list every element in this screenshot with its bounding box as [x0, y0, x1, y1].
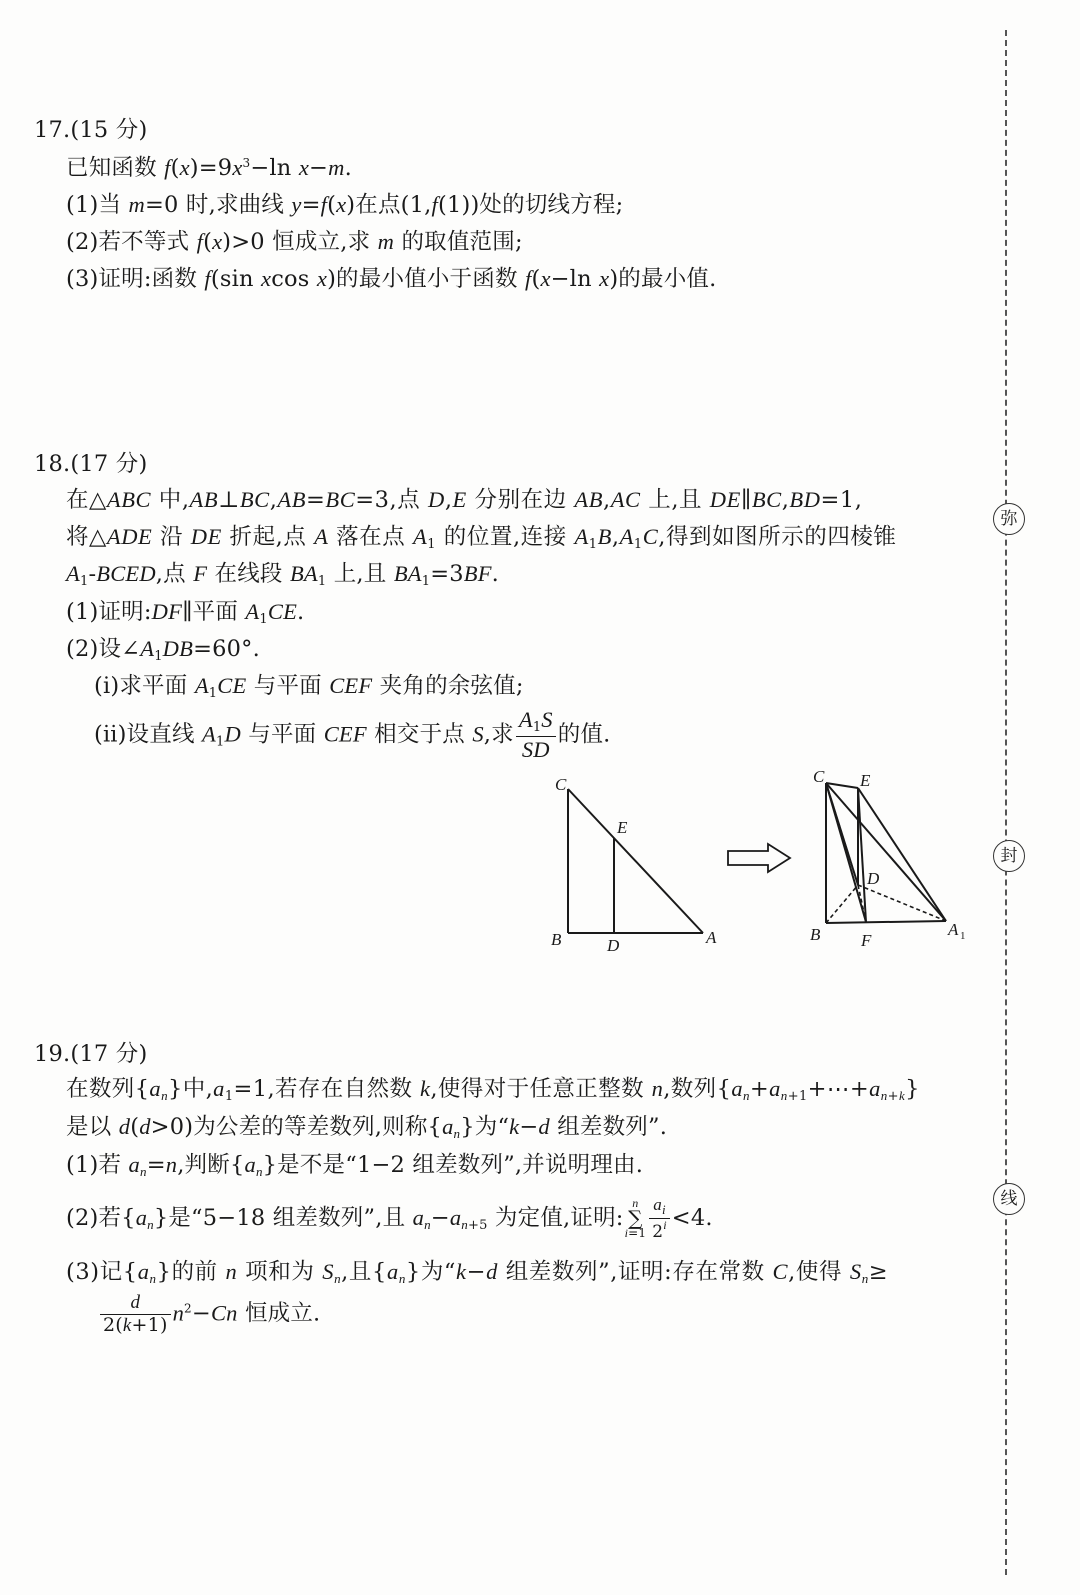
q18-part-1: (1)证明:DF∥平面 $A_1CE$.: [66, 599, 305, 627]
q19-part-1: (1)若 $a_n=n$,判断$\{a_n\}$是不是“1−2 组差数列”,并说明理由.: [66, 1152, 644, 1179]
q17-stem: 已知函数 $f(x)=9x^3-\ln$ x−m.: [66, 155, 352, 181]
q18-part-2-ii: (ⅱ)设直线 $A_1D$ 与平面 CEF 相交于点 S,求 $\frac{A_1S}{SD}$ 的值.: [94, 707, 611, 762]
q18-stem-line-3: $A_1$-BCED,点 F 在线段 $BA_1$ 上,且 $BA_1=3BF$.: [66, 561, 500, 589]
q18-stem-line-2: 将△ADE 沿 DE 折起,点 A 落在点 $A_1$ 的位置,连接 $A_1B,A_1C$,得到如图所示的四棱锥: [66, 524, 897, 552]
figure-pyramid-a1-bced: [826, 783, 946, 923]
q17-part-1: (1)当 m=0 时,求曲线 y=f(x)在点(1,f(1))处的切线方程;: [66, 192, 624, 218]
fraction-a1s-over-sd: $\frac{A_1S}{SD}$: [516, 707, 556, 764]
svg-text:F: F: [861, 931, 872, 950]
svg-text:E: E: [617, 818, 628, 837]
fraction-d-over-2k1: $\frac{d}{2(k+1)}$: [100, 1292, 171, 1337]
svg-text:C: C: [813, 767, 825, 786]
binding-seal-mi: 弥: [993, 503, 1025, 535]
fraction-ai-over-2i: $\frac{a_i}{2^i}$: [649, 1195, 670, 1242]
binding-seal-feng: 封: [993, 840, 1025, 872]
q17-part-2: (2)若不等式 f(x)>0 恒成立,求 m 的取值范围;: [66, 229, 523, 255]
svg-text:D: D: [607, 936, 620, 955]
q17-header: 17.(15 分): [34, 117, 148, 143]
q19-stem-line-2: 是以 d(d>0)为公差的等差数列,则称$\{a_n\}$为“k−d 组差数列”.: [66, 1114, 668, 1141]
q19-stem-line-1: 在数列$\{a_n\}$中$,a_1=1$,若存在自然数 k,使得对于任意正整数 n,数列$\{a_n+a_{n+1}+\cdots+a_{n+k}\}$: [66, 1076, 920, 1104]
q19-header: 19.(17 分): [34, 1041, 148, 1067]
svg-text:B: B: [810, 925, 821, 944]
q18-part-2: (2)设$\angle A_1DB=60^\circ$.: [66, 636, 260, 664]
q18-stem-line-1: 在△ABC 中,AB⊥BC,AB=BC=3,点 D,E 分别在边 AB,AC 上,且 DE∥BC,BD=1,: [66, 487, 863, 513]
q18-header: 18.(17 分): [34, 451, 148, 477]
q18-figures: [540, 765, 980, 965]
q17-part-3: (3)证明:函数 f(sin xcos x)的最小值小于函数 f(x−ln x)的最小值.: [66, 266, 717, 292]
q19-part-2: (2)若$\{a_n\}$是“5−18 组差数列”,且 $a_n-a_{n+5}$ 为定值,证明:n ∑ i=1 $\frac{a_i}{2^i}$ <4.: [66, 1195, 713, 1242]
svg-text:A: A: [706, 928, 717, 947]
q18-part-2-i: (ⅰ)求平面 $A_1CE$ 与平面 CEF 夹角的余弦值;: [94, 673, 524, 701]
q19-part-3-line-2: $\frac{d}{2(k+1)}$ $n^2-Cn$ 恒成立.: [98, 1292, 320, 1337]
svg-text:1: 1: [960, 930, 966, 942]
svg-text:E: E: [860, 771, 871, 790]
svg-text:A: A: [948, 920, 959, 939]
binding-dashed-line: [1005, 30, 1007, 1575]
svg-text:B: B: [551, 930, 562, 949]
binding-seal-xian: 线: [993, 1183, 1025, 1215]
svg-text:C: C: [555, 775, 567, 794]
q19-part-3-line-1: (3)记$\{a_n\}$的前 n 项和为 $S_n$,且$\{a_n\}$为“k−d 组差数列”,证明:存在常数 C,使得 $S_n\ge$: [66, 1259, 889, 1286]
figure-triangle-abc: [568, 789, 703, 933]
svg-text:D: D: [867, 869, 880, 888]
summation-symbol: n ∑ i=1: [624, 1195, 647, 1241]
fold-arrow: [728, 844, 790, 872]
